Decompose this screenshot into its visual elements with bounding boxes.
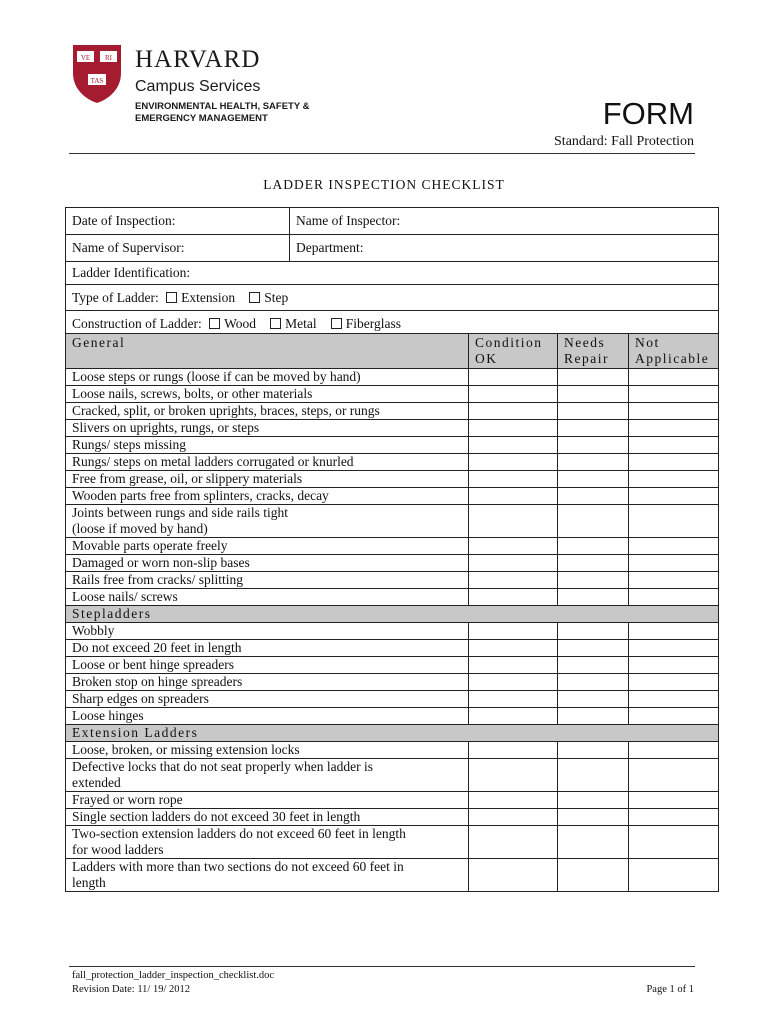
inspector-label: Name of Inspector:	[296, 213, 401, 228]
needs-repair-cell[interactable]	[558, 674, 629, 691]
shield-text-3: TAS	[90, 77, 104, 85]
step-option: Step	[264, 289, 289, 305]
needs-repair-cell[interactable]	[558, 471, 629, 488]
needs-repair-cell[interactable]	[558, 640, 629, 657]
table-row	[66, 623, 719, 640]
footer-divider	[69, 966, 695, 967]
needs-repair-cell[interactable]	[558, 691, 629, 708]
wood-option: Wood	[224, 315, 257, 331]
item-label: Single section ladders do not exceed 30 feet in length	[66, 809, 469, 826]
item-label: Broken stop on hinge spreaders	[66, 674, 469, 691]
table-row	[66, 538, 719, 555]
not-applicable-cell[interactable]	[629, 420, 719, 437]
needs-repair-cell[interactable]	[558, 759, 629, 792]
item-label-line-2: extended	[72, 775, 121, 790]
table-row	[66, 792, 719, 809]
item-label-line-1: Two-section extension ladders do not exceed 60 feet in length	[72, 826, 406, 841]
item-label: Damaged or worn non-slip bases	[66, 555, 469, 572]
not-applicable-cell[interactable]	[629, 674, 719, 691]
needs-repair-cell[interactable]	[558, 809, 629, 826]
table-row	[66, 403, 719, 420]
needs-repair-cell[interactable]	[558, 572, 629, 589]
section-header-stepladders	[66, 606, 719, 623]
not-applicable-cell[interactable]	[629, 437, 719, 454]
needs-header-line-1: Needs	[564, 335, 606, 350]
item-label: Loose, broken, or missing extension locks	[66, 742, 469, 759]
supervisor-label: Name of Supervisor:	[72, 240, 185, 255]
not-applicable-cell[interactable]	[629, 369, 719, 386]
condition-ok-cell[interactable]	[469, 792, 558, 809]
not-applicable-cell[interactable]	[629, 555, 719, 572]
condition-ok-cell[interactable]	[469, 454, 558, 471]
needs-repair-cell[interactable]	[558, 420, 629, 437]
shield-text-2: RI	[105, 54, 112, 62]
needs-repair-cell[interactable]	[558, 589, 629, 606]
item-label-line-1: Defective locks that do not seat properly when ladder is	[72, 759, 374, 774]
condition-ok-cell[interactable]	[469, 589, 558, 606]
extension-checkbox[interactable]	[166, 292, 177, 303]
item-label	[66, 826, 469, 859]
wood-checkbox[interactable]	[209, 318, 220, 329]
item-label-line-2: for wood ladders	[72, 842, 164, 857]
needs-repair-cell[interactable]	[558, 505, 629, 538]
needs-repair-cell[interactable]	[558, 792, 629, 809]
inspector-field[interactable]	[290, 208, 719, 235]
metal-checkbox[interactable]	[270, 318, 281, 329]
header-divider	[69, 153, 695, 154]
extension-ladders-label: Extension Ladders	[66, 725, 719, 742]
footer-revision-date: Revision Date: 11/ 19/ 2012	[72, 984, 191, 995]
condition-ok-cell[interactable]	[469, 555, 558, 572]
table-row	[66, 742, 719, 759]
not-header-line-1: Not	[635, 335, 660, 350]
condition-ok-cell[interactable]	[469, 809, 558, 826]
table-row	[66, 471, 719, 488]
fiberglass-checkbox[interactable]	[331, 318, 342, 329]
condition-ok-cell[interactable]	[469, 420, 558, 437]
condition-ok-cell[interactable]	[469, 674, 558, 691]
condition-ok-cell[interactable]	[469, 640, 558, 657]
item-label-line-2: (loose if moved by hand)	[72, 521, 208, 536]
condition-ok-cell[interactable]	[469, 437, 558, 454]
not-applicable-cell[interactable]	[629, 454, 719, 471]
org-subtitle: Campus Services	[135, 78, 261, 95]
ladder-type-label: Type of Ladder:	[72, 289, 159, 305]
condition-ok-cell[interactable]	[469, 759, 558, 792]
condition-ok-cell[interactable]	[469, 657, 558, 674]
needs-header-line-2: Repair	[564, 351, 609, 366]
page-title: LADDER INSPECTION CHECKLIST	[263, 177, 505, 192]
needs-repair-cell[interactable]	[558, 386, 629, 403]
not-applicable-cell[interactable]	[629, 538, 719, 555]
table-row	[66, 454, 719, 471]
condition-ok-cell[interactable]	[469, 505, 558, 538]
condition-ok-cell[interactable]	[469, 708, 558, 725]
needs-repair-cell[interactable]	[558, 708, 629, 725]
not-applicable-cell[interactable]	[629, 403, 719, 420]
needs-repair-cell[interactable]	[558, 403, 629, 420]
item-label: Rungs/ steps on metal ladders corrugated or knurled	[66, 454, 469, 471]
condition-ok-cell[interactable]	[469, 403, 558, 420]
needs-repair-cell[interactable]	[558, 437, 629, 454]
item-label-line-1: Joints between rungs and side rails tight	[72, 505, 288, 520]
item-label	[66, 505, 469, 538]
item-label	[66, 759, 469, 792]
stepladders-label: Stepladders	[66, 606, 719, 623]
item-label: Cracked, split, or broken uprights, braces, steps, or rungs	[66, 403, 469, 420]
footer-filename: fall_protection_ladder_inspection_checklist.doc	[72, 970, 275, 981]
not-header-line-2: Applicable	[635, 351, 710, 366]
ladder-id-field[interactable]	[66, 262, 719, 285]
needs-repair-cell[interactable]	[558, 488, 629, 505]
not-applicable-cell[interactable]	[629, 708, 719, 725]
metal-option: Metal	[285, 315, 317, 331]
extension-option: Extension	[181, 289, 236, 305]
date-of-inspection-label: Date of Inspection:	[72, 213, 176, 228]
not-applicable-cell[interactable]	[629, 640, 719, 657]
org-department-line-1: ENVIRONMENTAL HEALTH, SAFETY &	[135, 101, 310, 112]
step-checkbox[interactable]	[249, 292, 260, 303]
ladder-id-label: Ladder Identification:	[72, 265, 191, 280]
condition-ok-cell[interactable]	[469, 538, 558, 555]
not-applicable-cell[interactable]	[629, 572, 719, 589]
table-row	[66, 505, 719, 538]
needs-repair-cell[interactable]	[558, 742, 629, 759]
needs-repair-header	[558, 334, 629, 369]
org-department-line-2: EMERGENCY MANAGEMENT	[135, 113, 268, 124]
condition-ok-cell[interactable]	[469, 386, 558, 403]
condition-ok-cell[interactable]	[469, 826, 558, 859]
not-applicable-cell[interactable]	[629, 589, 719, 606]
needs-repair-cell[interactable]	[558, 859, 629, 892]
condition-ok-cell[interactable]	[469, 369, 558, 386]
item-label: Frayed or worn rope	[66, 792, 469, 809]
not-applicable-cell[interactable]	[629, 792, 719, 809]
table-row	[66, 826, 719, 859]
department-field[interactable]	[290, 235, 719, 262]
condition-header-line-2: OK	[475, 351, 498, 366]
table-row	[66, 640, 719, 657]
condition-ok-cell[interactable]	[469, 691, 558, 708]
needs-repair-cell[interactable]	[558, 657, 629, 674]
table-row	[66, 708, 719, 725]
standard-label: Standard: Fall Protection	[554, 134, 694, 149]
table-row	[66, 809, 719, 826]
table-row	[66, 488, 719, 505]
item-label: Rungs/ steps missing	[66, 437, 469, 454]
table-row	[66, 572, 719, 589]
item-label-line-1: Ladders with more than two sections do not exceed 60 feet in	[72, 859, 404, 874]
not-applicable-cell[interactable]	[629, 809, 719, 826]
shield-text-1: VE	[80, 54, 91, 62]
needs-repair-cell[interactable]	[558, 454, 629, 471]
ladder-type-row	[66, 285, 719, 311]
condition-ok-cell[interactable]	[469, 742, 558, 759]
needs-repair-cell[interactable]	[558, 538, 629, 555]
not-applicable-cell[interactable]	[629, 859, 719, 892]
table-row	[66, 555, 719, 572]
inspection-info-table	[65, 207, 719, 337]
form-label: FORM	[602, 96, 694, 131]
item-label: Wooden parts free from splinters, cracks, decay	[66, 488, 469, 505]
not-applicable-header	[629, 334, 719, 369]
condition-ok-cell[interactable]	[469, 859, 558, 892]
not-applicable-cell[interactable]	[629, 471, 719, 488]
not-applicable-cell[interactable]	[629, 386, 719, 403]
table-row	[66, 759, 719, 792]
condition-ok-cell[interactable]	[469, 623, 558, 640]
checklist-table	[65, 333, 719, 892]
item-label: Loose steps or rungs (loose if can be moved by hand)	[66, 369, 469, 386]
item-label: Rails free from cracks/ splitting	[66, 572, 469, 589]
item-label: Loose nails, screws, bolts, or other materials	[66, 386, 469, 403]
table-row	[66, 369, 719, 386]
condition-header-line-1: Condition	[475, 335, 543, 350]
table-row	[66, 691, 719, 708]
item-label	[66, 859, 469, 892]
needs-repair-cell[interactable]	[558, 369, 629, 386]
not-applicable-cell[interactable]	[629, 759, 719, 792]
condition-ok-header	[469, 334, 558, 369]
item-label: Wobbly	[66, 623, 469, 640]
item-label: Loose hinges	[66, 708, 469, 725]
harvard-shield-icon	[71, 43, 123, 105]
item-label-line-2: length	[72, 875, 106, 890]
table-row	[66, 589, 719, 606]
supervisor-field[interactable]	[66, 235, 290, 262]
condition-ok-cell[interactable]	[469, 488, 558, 505]
item-label: Do not exceed 20 feet in length	[66, 640, 469, 657]
org-department	[135, 101, 310, 125]
table-row	[66, 859, 719, 892]
date-of-inspection-field[interactable]	[66, 208, 290, 235]
not-applicable-cell[interactable]	[629, 488, 719, 505]
item-label: Loose or bent hinge spreaders	[66, 657, 469, 674]
item-label: Slivers on uprights, rungs, or steps	[66, 420, 469, 437]
condition-ok-cell[interactable]	[469, 572, 558, 589]
not-applicable-cell[interactable]	[629, 691, 719, 708]
not-applicable-cell[interactable]	[629, 742, 719, 759]
not-applicable-cell[interactable]	[629, 826, 719, 859]
not-applicable-cell[interactable]	[629, 657, 719, 674]
table-row	[66, 657, 719, 674]
not-applicable-cell[interactable]	[629, 505, 719, 538]
item-label: Loose nails/ screws	[66, 589, 469, 606]
item-label: Movable parts operate freely	[66, 538, 469, 555]
needs-repair-cell[interactable]	[558, 555, 629, 572]
construction-label: Construction of Ladder:	[72, 315, 202, 331]
table-row	[66, 420, 719, 437]
not-applicable-cell[interactable]	[629, 623, 719, 640]
department-label: Department:	[296, 240, 364, 255]
general-header: General	[66, 334, 469, 369]
item-label: Sharp edges on spreaders	[66, 691, 469, 708]
section-header-extension-ladders	[66, 725, 719, 742]
fiberglass-option: Fiberglass	[345, 315, 402, 331]
table-row	[66, 437, 719, 454]
table-row	[66, 674, 719, 691]
needs-repair-cell[interactable]	[558, 623, 629, 640]
item-label: Free from grease, oil, or slippery materials	[66, 471, 469, 488]
footer-page-number: Page 1 of 1	[646, 984, 694, 995]
org-name: HARVARD	[135, 46, 261, 73]
table-row	[66, 386, 719, 403]
condition-ok-cell[interactable]	[469, 471, 558, 488]
needs-repair-cell[interactable]	[558, 826, 629, 859]
